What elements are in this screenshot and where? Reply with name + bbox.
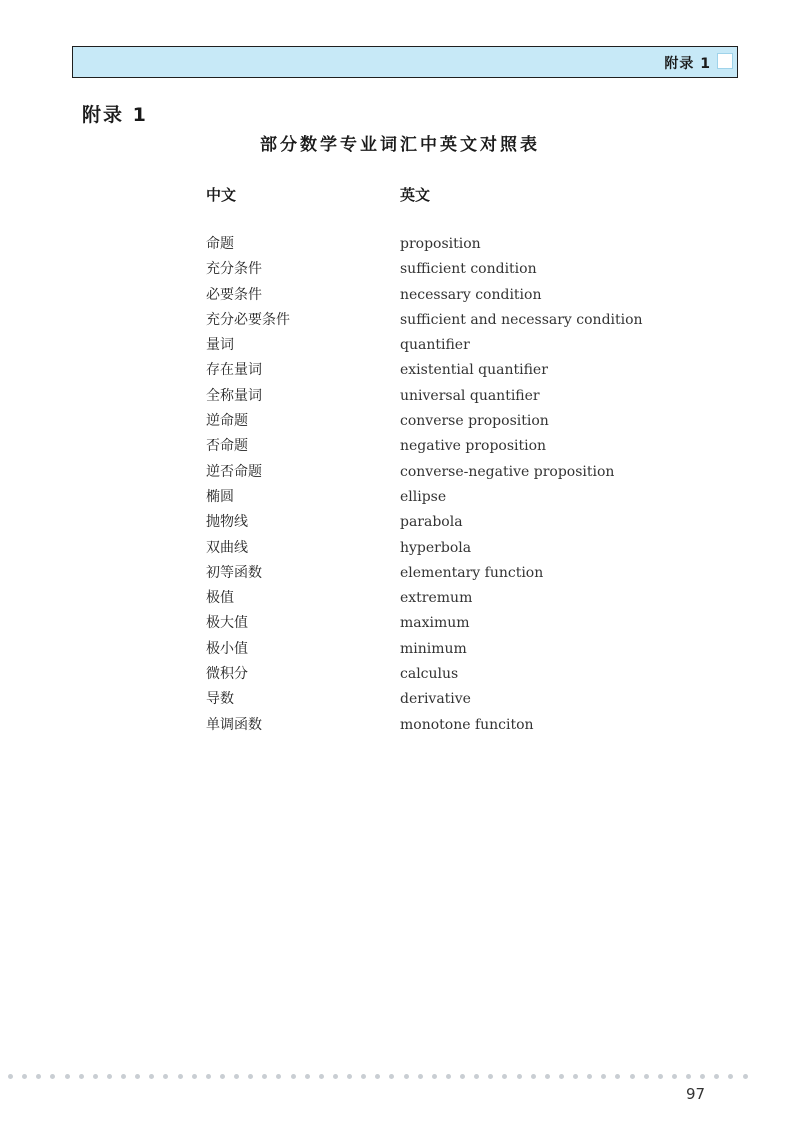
footer-dot: [502, 1074, 507, 1079]
footer-dot: [728, 1074, 733, 1079]
appendix-title: 附录 1: [82, 104, 148, 126]
footer-dot: [22, 1074, 27, 1079]
footer-dot: [672, 1074, 677, 1079]
glossary-row: [206, 358, 686, 383]
footer-dot: [446, 1074, 451, 1079]
term-english: hyperbola: [400, 539, 472, 556]
footer-dot: [474, 1074, 479, 1079]
term-english: elementary function: [400, 564, 544, 581]
term-english: minimum: [400, 640, 467, 657]
footer-dot: [291, 1074, 296, 1079]
footer-dot: [333, 1074, 338, 1079]
footer-dot: [36, 1074, 41, 1079]
glossary-row: [206, 409, 686, 434]
footer-dot: [700, 1074, 705, 1079]
header-box-decoration: [717, 53, 733, 69]
page-number: 97: [686, 1085, 706, 1103]
term-english: proposition: [400, 236, 481, 252]
footer-dot: [79, 1074, 84, 1079]
footer-dot: [460, 1074, 465, 1079]
term-english: converse proposition: [400, 413, 549, 430]
term-english: quantifier: [400, 337, 470, 354]
footer-dot: [192, 1074, 197, 1079]
header-band: [72, 46, 738, 78]
term-chinese: 充分条件: [206, 261, 262, 278]
glossary-row: [206, 257, 686, 282]
term-english: negative proposition: [400, 438, 547, 455]
term-chinese: 微积分: [206, 666, 248, 683]
footer-dot: [658, 1074, 663, 1079]
footer-dot: [375, 1074, 380, 1079]
header-label: 附录 1: [664, 56, 711, 72]
footer-dot: [305, 1074, 310, 1079]
term-english: calculus: [400, 666, 459, 683]
glossary-row: [206, 536, 686, 561]
glossary-row: [206, 586, 686, 611]
glossary-list: [206, 232, 686, 738]
footer-dot: [573, 1074, 578, 1079]
footer-dot: [630, 1074, 635, 1079]
footer-dot: [135, 1074, 140, 1079]
glossary-row: [206, 713, 686, 738]
footer-dot: [50, 1074, 55, 1079]
term-english: sufficient condition: [400, 261, 537, 278]
footer-dot: [531, 1074, 536, 1079]
term-chinese: 单调函数: [206, 716, 262, 733]
footer-dot: [587, 1074, 592, 1079]
footer-dot: [206, 1074, 211, 1079]
footer-dot: [319, 1074, 324, 1079]
footer-dot: [488, 1074, 493, 1079]
footer-dot: [121, 1074, 126, 1079]
term-chinese: 导数: [206, 691, 234, 708]
term-english: maximum: [400, 615, 470, 632]
footer-dot: [644, 1074, 649, 1079]
glossary-row: [206, 460, 686, 485]
footer-dot: [686, 1074, 691, 1079]
term-chinese: 抛物线: [206, 514, 248, 531]
term-chinese: 命题: [206, 236, 234, 252]
glossary-row: [206, 308, 686, 333]
glossary-row: [206, 333, 686, 358]
footer-dot: [248, 1074, 253, 1079]
term-chinese: 逆否命题: [206, 463, 262, 480]
footer-dot: [163, 1074, 168, 1079]
term-chinese: 双曲线: [206, 539, 248, 556]
footer-dot: [714, 1074, 719, 1079]
term-chinese: 极值: [206, 590, 234, 607]
footer-dot: [8, 1074, 13, 1079]
footer-dot: [517, 1074, 522, 1079]
term-chinese: 极大值: [206, 615, 248, 632]
term-chinese: 初等函数: [206, 564, 262, 581]
footer-dot: [93, 1074, 98, 1079]
glossary-row: [206, 662, 686, 687]
glossary-row: [206, 232, 686, 257]
footer-dot: [615, 1074, 620, 1079]
footer-dot: [559, 1074, 564, 1079]
term-chinese: 逆命题: [206, 413, 248, 430]
term-english: derivative: [400, 691, 471, 708]
glossary-row: [206, 434, 686, 459]
term-english: monotone funciton: [400, 716, 534, 733]
glossary-row: [206, 283, 686, 308]
glossary-row: [206, 561, 686, 586]
term-chinese: 量词: [206, 337, 234, 354]
term-english: necessary condition: [400, 286, 542, 303]
footer-dot: [65, 1074, 70, 1079]
term-chinese: 极小值: [206, 640, 248, 657]
term-english: parabola: [400, 514, 463, 531]
footer-dot-rule: [8, 1072, 748, 1080]
term-english: existential quantifier: [400, 362, 548, 379]
glossary-row: [206, 637, 686, 662]
term-chinese: 必要条件: [206, 286, 262, 303]
footer-dot: [262, 1074, 267, 1079]
footer-dot: [404, 1074, 409, 1079]
term-chinese: 全称量词: [206, 387, 262, 404]
term-chinese: 否命题: [206, 438, 248, 455]
term-chinese: 存在量词: [206, 362, 262, 379]
glossary-row: [206, 510, 686, 535]
glossary-row: [206, 611, 686, 636]
footer-dot: [220, 1074, 225, 1079]
glossary-row: [206, 384, 686, 409]
footer-dot: [276, 1074, 281, 1079]
footer-dot: [601, 1074, 606, 1079]
footer-dot: [418, 1074, 423, 1079]
term-english: universal quantifier: [400, 387, 540, 404]
footer-dot: [432, 1074, 437, 1079]
glossary-row: [206, 485, 686, 510]
footer-dot: [361, 1074, 366, 1079]
term-english: ellipse: [400, 488, 447, 505]
footer-dot: [743, 1074, 748, 1079]
footer-dot: [347, 1074, 352, 1079]
term-chinese: 充分必要条件: [206, 311, 290, 328]
column-header-chinese: 中文: [206, 186, 237, 204]
footer-dot: [178, 1074, 183, 1079]
footer-dot: [545, 1074, 550, 1079]
term-chinese: 椭圆: [206, 488, 234, 505]
column-header-english: 英文: [400, 186, 431, 204]
footer-dot: [149, 1074, 154, 1079]
table-title: 部分数学专业词汇中英文对照表: [260, 135, 540, 155]
term-english: sufficient and necessary condition: [400, 311, 643, 328]
footer-dot: [107, 1074, 112, 1079]
term-english: extremum: [400, 590, 473, 607]
footer-dot: [234, 1074, 239, 1079]
term-english: converse-negative proposition: [400, 463, 615, 480]
glossary-row: [206, 687, 686, 712]
footer-dot: [389, 1074, 394, 1079]
